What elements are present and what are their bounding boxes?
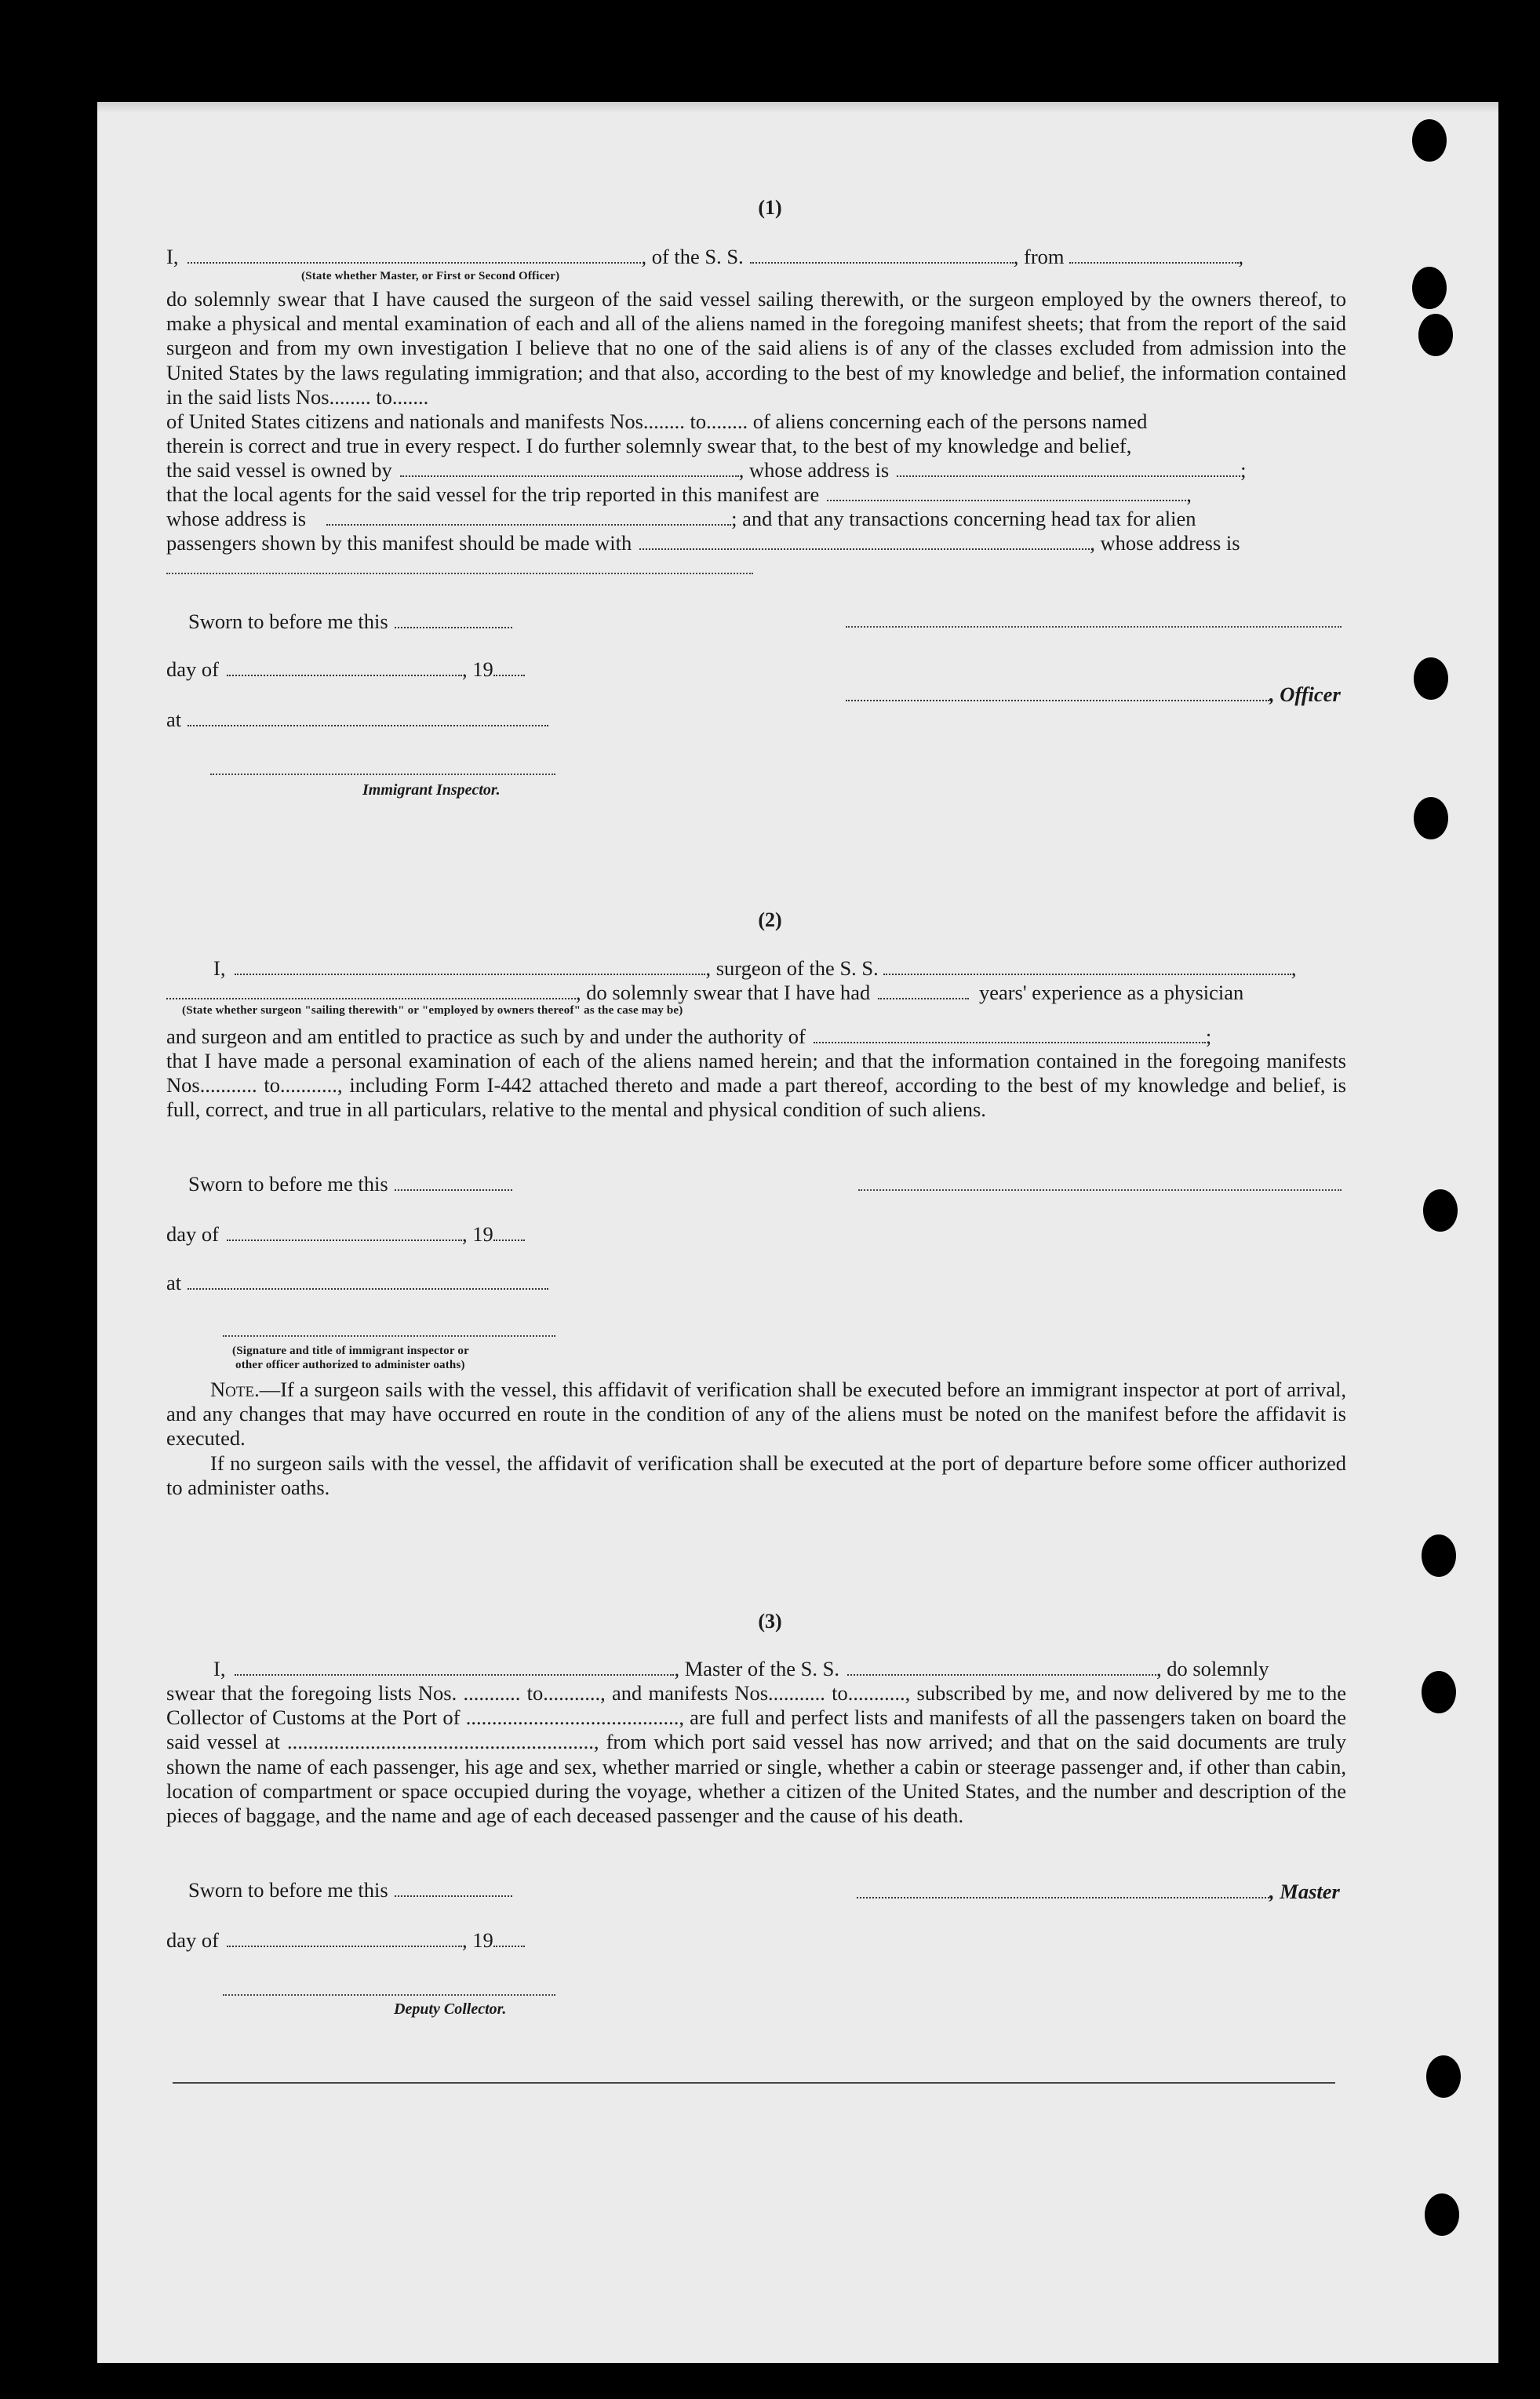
section-2-surgeon-sig — [858, 1188, 1342, 1191]
section-1-passengers-line: passengers shown by this manifest should be made with , whose address is — [166, 531, 1240, 555]
section-3-day-of: day of , 19 — [166, 1928, 525, 1952]
section-1-officer-sig-1 — [846, 624, 1342, 628]
section-2-caption: (State whether surgeon "sailing therewith" or "employed by owners thereof" as the case may be) — [182, 1004, 683, 1017]
section-1-day-of: day of , 19 — [166, 657, 525, 681]
section-2-note-2: If no surgeon sails with the vessel, the affidavit of verification shall be executed at the port of departure before some officer authorized to administer oaths. — [166, 1451, 1346, 1500]
section-2-line-2: , do solemnly swear that I have had years' experience as a physician — [166, 981, 1243, 1004]
section-3-number: (3) — [758, 1610, 782, 1633]
section-1-officer-line: , Officer — [846, 683, 1341, 706]
punch-hole — [1418, 314, 1453, 356]
punch-hole — [1422, 1534, 1456, 1577]
section-2-line-3: and surgeon and am entitled to practice as such by and under the authority of ; — [166, 1025, 1212, 1048]
section-2-sig-caption-2: other officer authorized to administer oaths) — [235, 1359, 465, 1371]
section-1-agents-line: that the local agents for the said vessel for the trip reported in this manifest are , — [166, 482, 1192, 506]
section-2-body: that I have made a personal examination of each of the aliens named herein; and that the information contained in the foregoing manifests Nos........... to..........., including Form I-442 attached thereto and made a part thereof, according to the best of my knowledge and belief, is full, correct, and true in all particulars, relative to the mental and physical condition of such aliens. — [166, 1049, 1346, 1122]
section-1-inspector-caption: Immigrant Inspector. — [362, 781, 501, 799]
bottom-rule — [173, 2082, 1335, 2084]
section-1-line-1: I, , of the S. S. , from , — [166, 245, 1244, 268]
section-2-at: at — [166, 1271, 548, 1294]
section-1-sworn: Sworn to before me this — [188, 610, 512, 633]
section-3-sworn: Sworn to before me this — [188, 1878, 512, 1902]
section-2-sworn: Sworn to before me this — [188, 1172, 512, 1196]
punch-hole — [1414, 797, 1448, 839]
punch-hole — [1412, 267, 1447, 309]
section-1-caption: (State whether Master, or First or Second Officer) — [301, 270, 560, 282]
section-2-day-of: day of , 19 — [166, 1222, 525, 1246]
punch-hole — [1422, 1671, 1456, 1713]
section-2-inspector-sig — [223, 1334, 555, 1337]
punch-hole — [1412, 119, 1447, 162]
punch-hole — [1426, 2055, 1461, 2098]
section-3-collector-caption: Deputy Collector. — [394, 2000, 507, 2018]
section-3-body: swear that the foregoing lists Nos. ........... to..........., and manifests Nos........... to..........., subscribed by me, and now delivered by me to the Collector of Customs at the Port of ........................................., are full and perfect lists and manifests of all the passengers taken on board the said vessel at ..........................................................., from which port said vessel has now arrived; and that on the said documents are truly shown the name of each passenger, his age and sex, whether married or single, whether a cabin or steerage passenger and, if other than cabin, location of compartment or space occupied during the voyage, whether a citizen of the United States, and the number and description of the pieces of baggage, and the name and age of each deceased passenger and the cause of his death. — [166, 1681, 1346, 1828]
section-2-line-1: I, , surgeon of the S. S. , — [213, 956, 1297, 980]
section-1-owned-line: the said vessel is owned by , whose address is ; — [166, 458, 1247, 482]
section-2-note: Note.—If a surgeon sails with the vessel, this affidavit of verification shall be executed before an immigrant inspector at port of arrival, and any changes that may have occurred en route in the condition of any of the aliens must be noted on the manifest before the affidavit is executed. — [166, 1378, 1346, 1451]
section-1-at: at — [166, 708, 548, 731]
section-3-master-line: , Master — [857, 1880, 1340, 1903]
section-1-address-blank — [166, 571, 753, 574]
section-3-line-1: I, , Master of the S. S. , do solemnly — [213, 1657, 1269, 1680]
section-1-inspector-sig — [210, 772, 555, 775]
punch-hole — [1423, 1189, 1458, 1232]
section-1-number: (1) — [758, 196, 782, 219]
section-1-whose-line: whose address is ; and that any transactions concerning head tax for alien — [166, 507, 1196, 530]
section-2-number: (2) — [758, 908, 782, 931]
section-1-therein-line: therein is correct and true in every respect. I do further solemnly swear that, to the best of my knowledge and belief, — [166, 434, 1132, 457]
section-1-citizens-line: of United States citizens and nationals and manifests Nos........ to........ of aliens concerning each of the persons named — [166, 410, 1148, 433]
section-2-sig-caption-1: (Signature and title of immigrant inspector or — [232, 1345, 469, 1357]
section-1-body: do solemnly swear that I have caused the surgeon of the said vessel sailing therewith, or the surgeon employed by the owners thereof, to make a physical and mental examination of each and all of the aliens named in the foregoing manifest sheets; that from the report of the said surgeon and from my own investigation I believe that no one of the said aliens is of any of the classes excluded from admission into the United States by the laws regulating immigration; and that also, according to the best of my knowledge and belief, the information contained in the said lists Nos........ to....... — [166, 287, 1346, 409]
punch-hole — [1414, 657, 1448, 700]
punch-hole — [1425, 2193, 1459, 2236]
section-3-collector-sig — [223, 1993, 555, 1996]
